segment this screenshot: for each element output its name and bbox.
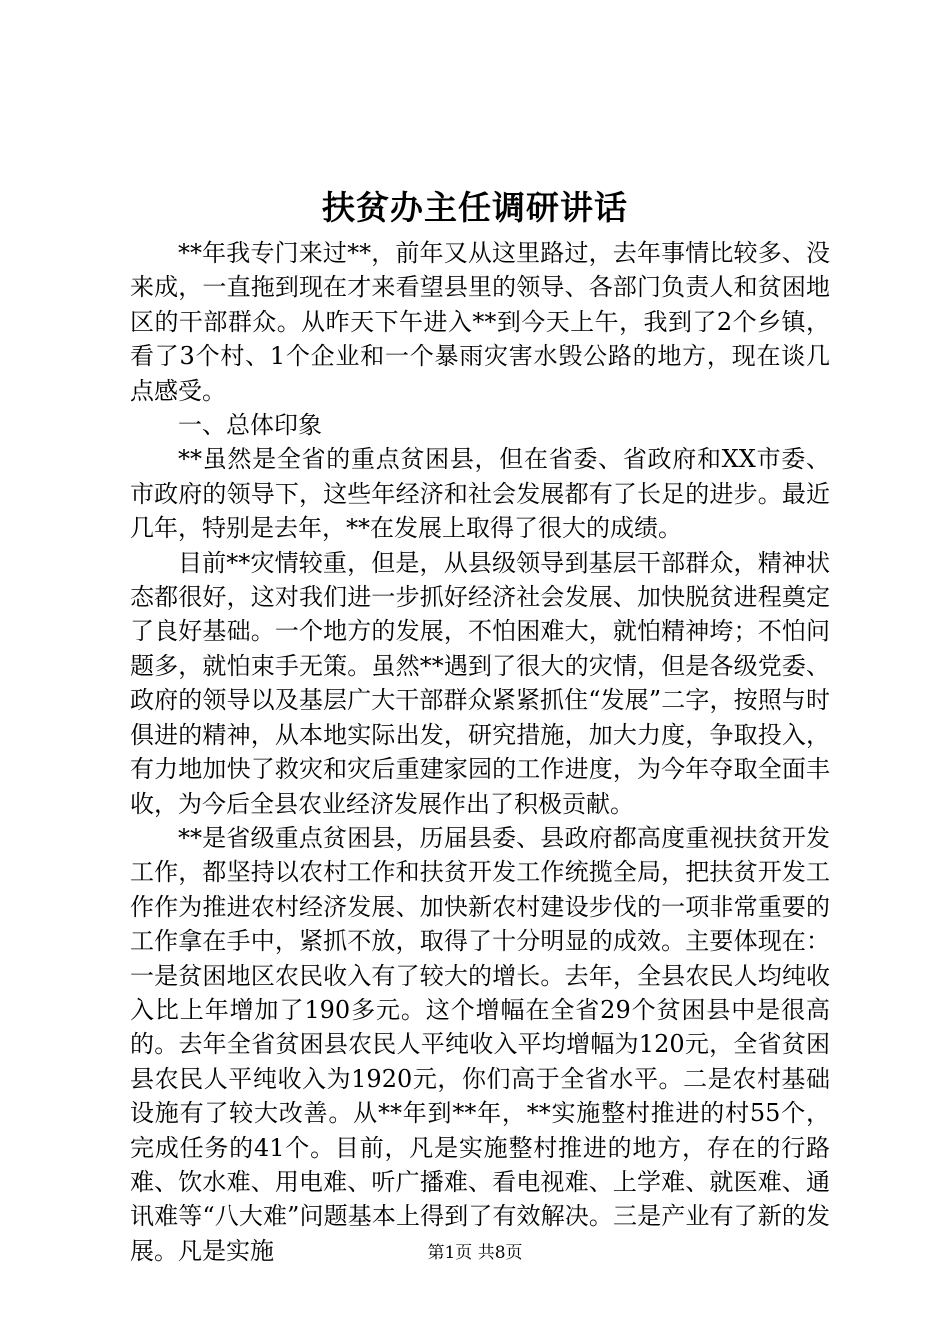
paragraph-overview: **虽然是全省的重点贫困县，但在省委、省政府和XX市委、市政府的领导下，这些年经济和社会发展都有了长足的进步。最近几年，特别是去年，**在发展上取得了很大的成绩。 xyxy=(130,445,830,543)
page-number: 第1页 共8页 xyxy=(427,1243,523,1263)
paragraph-intro: **年我专门来过**，前年又从这里路过，去年事情比较多、没来成，一直拖到现在才来看望县里的领导、各部门负责人和贫困地区的干部群众。从昨天下午进入**到今天上午，我到了2个乡镇，看了3个村、1个企业和一个暴雨灾害水毁公路的地方，现在谈几点感受。 xyxy=(130,239,830,405)
document-title: 扶贫办主任调研讲话 xyxy=(322,188,628,227)
document-body xyxy=(130,236,830,1268)
section-heading: 一、总体印象 xyxy=(178,411,322,440)
paragraph-disaster: 目前**灾情较重，但是，从县级领导到基层干部群众，精神状态都很好，这对我们进一步抓好经济社会发展、加快脱贫进程奠定了良好基础。一个地方的发展，不怕困难大，就怕精神垮；不怕问题多，就怕束手无策。虽然**遇到了很大的灾情，但是各级党委、政府的领导以及基层广大干部群众紧紧抓住“发展”二字，按照与时俱进的精神，从本地实际出发，研究措施，加大力度，争取投入，有力地加快了救灾和灾后重建家园的工作进度，为今年夺取全面丰收，为今后全县农业经济发展作出了积极贡献。 xyxy=(130,548,830,818)
paragraph-achievements: **是省级重点贫困县，历届县委、县政府都高度重视扶贫开发工作，都坚持以农村工作和扶贫开发工作统揽全局，把扶贫开发工作作为推进农村经济发展、加快新农村建设步伐的一项非常重要的工作拿在手中，紧抓不放，取得了十分明显的成效。主要体现在：一是贫困地区农民收入有了较大的增长。去年，全县农民人均纯收入比上年增加了190多元。这个增幅在全省29个贫困县中是很高的。去年全省贫困县农民人平纯收入平均增幅为120元，全省贫困县农民人平纯收入为1920元，你们高于全省水平。二是农村基础设施有了较大改善。从**年到**年，**实施整村推进的村55个，完成任务的41个。目前，凡是实施整村推进的地方，存在的行路难、饮水难、用电难、听广播难、看电视难、上学难、就医难、通讯难等“八大难”问题基本上得到了有效解决。三是产业有了新的发展。凡是实施 xyxy=(130,823,830,1265)
